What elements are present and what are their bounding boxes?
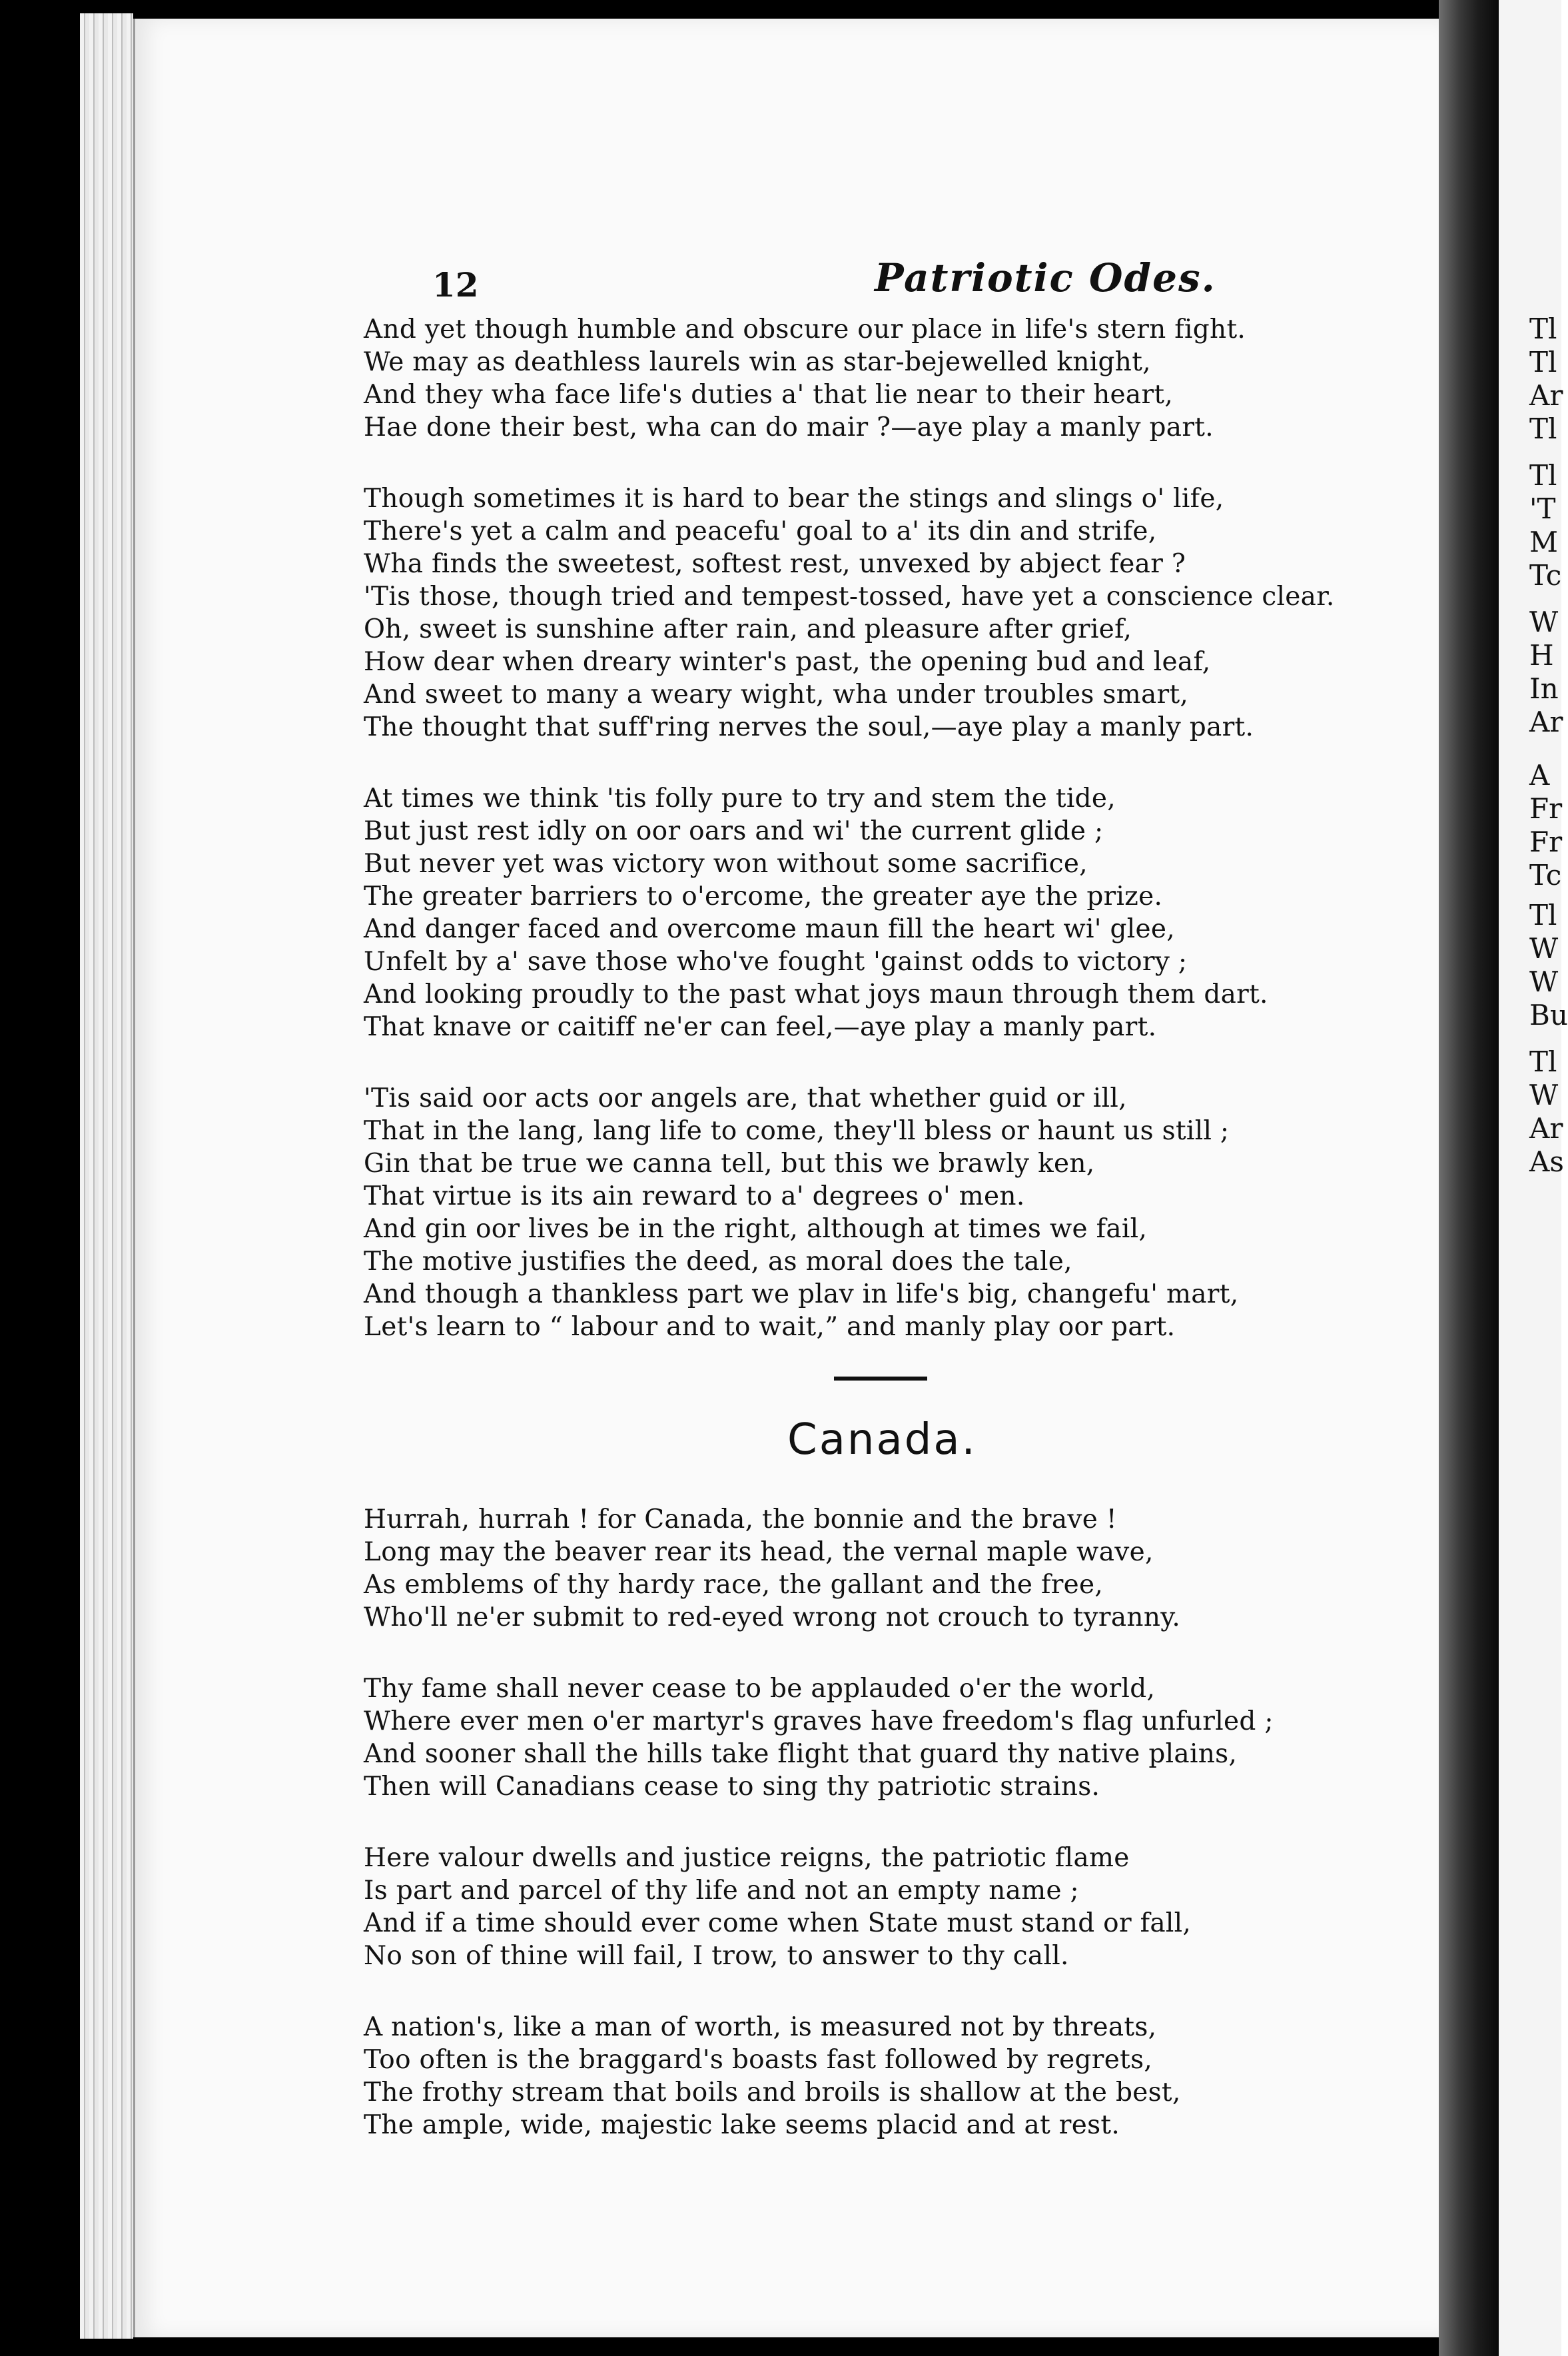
stanza [364,1842,1456,1972]
verse-line: At times we think 'tis folly pure to try and stem the tide, [364,784,1116,814]
stanza [364,1503,1456,1634]
verse-line: But never yet was victory won without some sacrifice, [364,849,1088,879]
running-title: Patriotic Odes. [875,255,1216,300]
facing-page-line: W [1529,1079,1559,1111]
facing-page-line: As [1529,1145,1564,1178]
verse-line: That knave or caitiff ne'er can feel,—aye play a manly part. [364,1012,1157,1042]
verse-line: Let's learn to “ labour and to wait,” and manly play oor part. [364,1312,1176,1342]
facing-page-line: H [1529,639,1554,672]
verse-line: Is part and parcel of thy life and not an empty name ; [364,1876,1079,1906]
verse-line: And sweet to many a weary wight, wha under troubles smart, [364,680,1189,710]
verse-line: 'Tis said oor acts oor angels are, that whether guid or ill, [364,1083,1127,1113]
verse-line: Oh, sweet is sunshine after rain, and pleasure after grief, [364,614,1132,644]
verse-line: There's yet a calm and peacefu' goal to a' its din and strife, [364,516,1157,546]
verse-line: Who'll ne'er submit to red-eyed wrong not crouch to tyranny. [364,1602,1181,1632]
verse-line: A nation's, like a man of worth, is measured not by threats, [364,2012,1157,2042]
facing-page-line: Tl [1529,312,1557,345]
verse-line: Where ever men o'er martyr's graves have freedom's flag unfurled ; [364,1706,1274,1736]
page-text [364,313,1456,2180]
poem-canada [364,1503,1456,2141]
page-edges [80,13,133,2339]
verse-line: That in the lang, lang life to come, they'll bless or haunt us still ; [364,1116,1230,1146]
facing-page-line: Fr [1529,792,1563,825]
section-divider [834,1377,927,1381]
verse-line: Unfelt by a' save those who've fought 'gainst odds to victory ; [364,947,1188,977]
stanza [364,1672,1456,1803]
facing-page-line: Ar [1529,379,1563,412]
verse-line: And looking proudly to the past what joys maun through them dart. [364,979,1268,1009]
facing-page-line: A [1529,759,1550,792]
verse-line: The greater barriers to o'ercome, the greater aye the prize. [364,882,1163,911]
facing-page-line: Tl [1529,459,1557,492]
verse-line: And if a time should ever come when State must stand or fall, [364,1908,1192,1938]
verse-line: We may as deathless laurels win as star-bejewelled knight, [364,347,1151,377]
verse-line: Hae done their best, wha can do mair ?—aye play a manly part. [364,412,1214,442]
verse-line: How dear when dreary winter's past, the opening bud and leaf, [364,647,1211,677]
facing-page-line: In [1529,672,1559,705]
facing-page-line: M [1529,526,1559,558]
verse-line: And danger faced and overcome maun fill the heart wi' glee, [364,914,1175,944]
stanza [364,782,1456,1043]
verse-line: As emblems of thy hardy race, the gallant and the free, [364,1570,1104,1600]
verse-line: Wha finds the sweetest, softest rest, unvexed by abject fear ? [364,549,1186,579]
verse-line: And sooner shall the hills take flight that guard thy native plains, [364,1739,1238,1769]
facing-page-line: W [1529,932,1559,965]
facing-page-line: Fr [1529,826,1563,858]
page-number: 12 [432,265,479,304]
facing-page-line: Tl [1529,1045,1557,1078]
verse-line: The ample, wide, majestic lake seems placid and at rest. [364,2110,1120,2140]
verse-line: And though a thankless part we plav in life's big, changefu' mart, [364,1279,1239,1309]
verse-line: Long may the beaver rear its head, the vernal maple wave, [364,1537,1154,1567]
stanza [364,482,1456,744]
facing-page-line: Ar [1529,706,1563,738]
verse-line: Then will Canadians cease to sing thy patriotic strains. [364,1772,1100,1802]
facing-page-line: Bu [1529,999,1568,1031]
verse-line: No son of thine will fail, I trow, to answer to thy call. [364,1941,1069,1971]
verse-line: That virtue is its ain reward to a' degrees o' men. [364,1181,1025,1211]
facing-page-line: Tc [1529,559,1562,592]
facing-page-line: Tl [1529,899,1557,931]
poem-continued [364,313,1456,1343]
verse-line: And yet though humble and obscure our place in life's stern fight. [364,314,1246,344]
verse-line: The motive justifies the deed, as moral does the tale, [364,1247,1072,1277]
facing-page-line: Ar [1529,1112,1563,1145]
facing-page-line: W [1529,606,1559,638]
facing-page-fragment [1499,0,1568,2356]
stanza [364,2011,1456,2141]
verse-line: Thy fame shall never cease to be applauded o'er the world, [364,1674,1156,1704]
verse-line: The thought that suff'ring nerves the soul,—aye play a manly part. [364,712,1254,742]
facing-page-line: W [1529,965,1559,998]
facing-page-line: Tl [1529,346,1557,378]
verse-line: But just rest idly on oor oars and wi' the current glide ; [364,816,1104,846]
verse-line: 'Tis those, though tried and tempest-tossed, have yet a conscience clear. [364,582,1335,612]
verse-line: And they wha face life's duties a' that lie near to their heart, [364,380,1174,410]
stanza [364,1082,1456,1343]
verse-line: Hurrah, hurrah ! for Canada, the bonnie and the brave ! [364,1504,1117,1534]
poem-title: Canada. [787,1415,977,1465]
verse-line: Gin that be true we canna tell, but this we brawly ken, [364,1149,1095,1179]
stanza [364,313,1456,444]
verse-line: The frothy stream that boils and broils is shallow at the best, [364,2077,1181,2107]
verse-line: And gin oor lives be in the right, although at times we fail, [364,1214,1148,1244]
facing-page-line: 'T [1529,492,1556,525]
facing-page-line: Tc [1529,859,1562,891]
verse-line: Though sometimes it is hard to bear the stings and slings o' life, [364,484,1224,514]
verse-line: Too often is the braggard's boasts fast followed by regrets, [364,2045,1153,2075]
facing-page-line: Tl [1529,412,1557,445]
verse-line: Here valour dwells and justice reigns, the patriotic flame [364,1843,1130,1873]
